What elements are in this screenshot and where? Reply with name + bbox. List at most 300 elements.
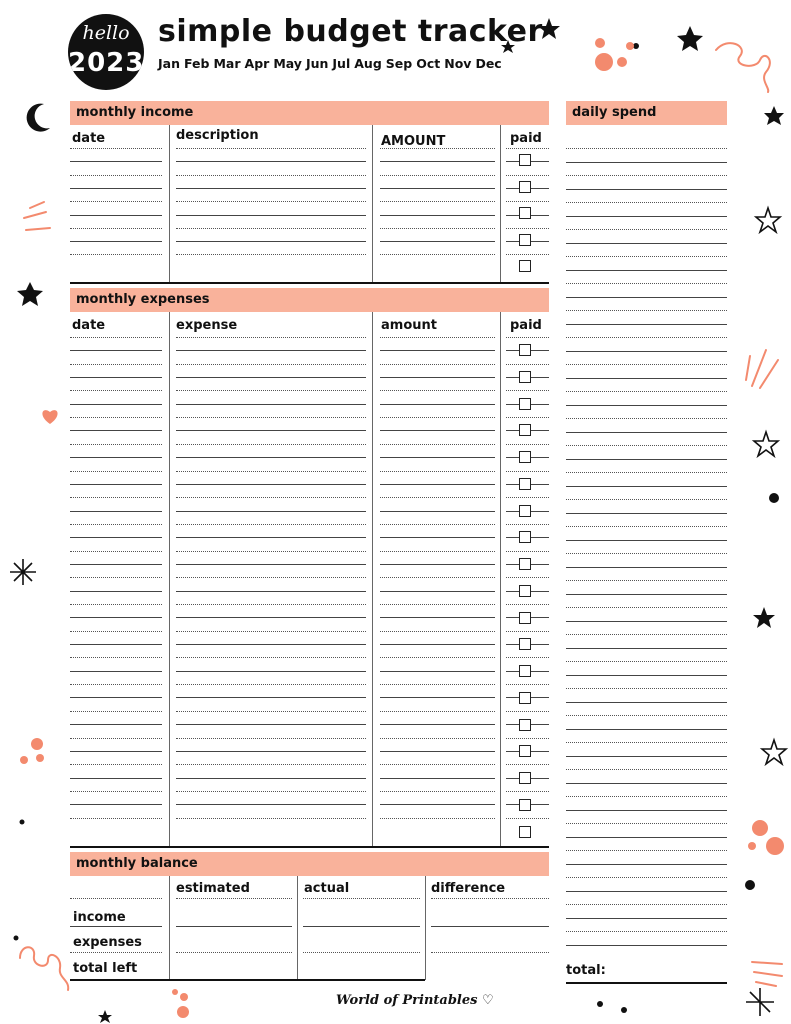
expense-line xyxy=(70,364,162,365)
logo-line-1: hello xyxy=(82,22,130,44)
income-line xyxy=(380,175,495,176)
expense-line xyxy=(380,430,495,431)
expense-line xyxy=(70,337,162,338)
expense-line xyxy=(70,697,162,698)
expense-line xyxy=(176,551,366,552)
daily-spend-line xyxy=(566,540,727,541)
expense-paid-line xyxy=(506,551,549,552)
expense-line xyxy=(70,778,162,779)
expense-line xyxy=(70,764,162,765)
expense-paid-line xyxy=(506,471,549,472)
daily-spend-line xyxy=(566,256,727,257)
daily-spend-line xyxy=(566,742,727,743)
expenses-divider xyxy=(372,312,373,847)
expense-line xyxy=(70,484,162,485)
expense-line xyxy=(380,778,495,779)
expense-line xyxy=(176,738,366,739)
daily-spend-line xyxy=(566,864,727,865)
daily-spend-line xyxy=(566,445,727,446)
logo-line-2: 2023 xyxy=(68,48,144,78)
expense-line xyxy=(176,471,366,472)
expense-line xyxy=(176,337,366,338)
daily-spend-line xyxy=(566,432,727,433)
daily-total-rule xyxy=(566,982,727,984)
expense-line xyxy=(176,711,366,712)
expense-paid-checkbox[interactable] xyxy=(519,424,531,436)
expense-paid-checkbox[interactable] xyxy=(519,558,531,570)
expense-line xyxy=(380,697,495,698)
expense-line xyxy=(70,471,162,472)
month-apr: Apr xyxy=(244,56,270,71)
balance-line xyxy=(70,926,162,927)
expense-line xyxy=(70,537,162,538)
daily-spend-line xyxy=(566,310,727,311)
daily-spend-line xyxy=(566,324,727,325)
expense-line xyxy=(380,764,495,765)
expense-line xyxy=(380,564,495,565)
expense-paid-checkbox[interactable] xyxy=(519,505,531,517)
page-title: simple budget tracker xyxy=(158,14,543,49)
income-col-description: description xyxy=(176,128,259,143)
daily-spend-line xyxy=(566,283,727,284)
expense-paid-checkbox[interactable] xyxy=(519,531,531,543)
expense-line xyxy=(380,711,495,712)
expense-line xyxy=(380,644,495,645)
daily-spend-line xyxy=(566,391,727,392)
expense-line xyxy=(380,484,495,485)
balance-col-estimated: estimated xyxy=(176,881,250,896)
daily-spend-line xyxy=(566,526,727,527)
daily-spend-line xyxy=(566,607,727,608)
income-line xyxy=(176,241,366,242)
expense-line xyxy=(380,684,495,685)
income-line xyxy=(70,228,162,229)
balance-line xyxy=(70,898,162,899)
expense-line xyxy=(176,818,366,819)
expense-paid-checkbox[interactable] xyxy=(519,478,531,490)
daily-spend-line xyxy=(566,823,727,824)
daily-spend-line xyxy=(566,621,727,622)
expense-line xyxy=(176,577,366,578)
expense-paid-line xyxy=(506,577,549,578)
daily-spend-line xyxy=(566,553,727,554)
income-line xyxy=(176,228,366,229)
expense-line xyxy=(176,497,366,498)
daily-spend-line xyxy=(566,675,727,676)
month-oct: Oct xyxy=(416,56,441,71)
expense-line xyxy=(176,404,366,405)
month-nov: Nov xyxy=(444,56,472,71)
daily-spend-line xyxy=(566,580,727,581)
expense-line xyxy=(176,564,366,565)
expense-line xyxy=(176,724,366,725)
month-jan: Jan xyxy=(158,56,180,71)
expense-paid-line xyxy=(506,444,549,445)
expense-line xyxy=(70,604,162,605)
expense-line xyxy=(380,444,495,445)
expense-line xyxy=(70,684,162,685)
expense-line xyxy=(70,617,162,618)
expense-line xyxy=(70,631,162,632)
expense-paid-line xyxy=(506,711,549,712)
income-line xyxy=(70,161,162,162)
income-paid-checkbox[interactable] xyxy=(519,154,531,166)
balance-divider xyxy=(169,876,170,980)
expense-line xyxy=(380,337,495,338)
income-line xyxy=(176,254,366,255)
expense-paid-line xyxy=(506,738,549,739)
daily-spend-line xyxy=(566,364,727,365)
daily-spend-line xyxy=(566,405,727,406)
income-paid-line xyxy=(506,254,549,255)
balance-line xyxy=(303,926,420,927)
expense-line xyxy=(70,404,162,405)
expense-line xyxy=(70,671,162,672)
daily-spend-line xyxy=(566,891,727,892)
expense-line xyxy=(70,551,162,552)
brand-footer xyxy=(336,993,494,1008)
expense-line xyxy=(176,684,366,685)
daily-spend-line xyxy=(566,715,727,716)
expense-line xyxy=(380,350,495,351)
expense-paid-checkbox[interactable] xyxy=(519,344,531,356)
expenses-col-date: date xyxy=(72,318,106,333)
balance-divider xyxy=(425,876,426,980)
income-divider xyxy=(372,125,373,283)
expense-paid-line xyxy=(506,657,549,658)
expense-line xyxy=(176,537,366,538)
month-jun: Jun xyxy=(305,56,329,71)
expense-line xyxy=(176,657,366,658)
income-line xyxy=(70,241,162,242)
expense-line xyxy=(176,764,366,765)
daily-spend-line xyxy=(566,850,727,851)
balance-line xyxy=(176,898,292,899)
expense-paid-line xyxy=(506,684,549,685)
daily-spend-line xyxy=(566,270,727,271)
expense-paid-checkbox[interactable] xyxy=(519,665,531,677)
expense-line xyxy=(176,350,366,351)
expense-paid-line xyxy=(506,764,549,765)
expense-line xyxy=(70,577,162,578)
daily-spend-line xyxy=(566,945,727,946)
expense-paid-line xyxy=(506,337,549,338)
expense-paid-checkbox[interactable] xyxy=(519,692,531,704)
expense-paid-checkbox[interactable] xyxy=(519,612,531,624)
daily-spend-line xyxy=(566,337,727,338)
daily-spend-line xyxy=(566,918,727,919)
income-line xyxy=(380,228,495,229)
daily-spend-line xyxy=(566,378,727,379)
expense-paid-line xyxy=(506,417,549,418)
expense-line xyxy=(70,738,162,739)
expense-line xyxy=(176,377,366,378)
daily-spend-line xyxy=(566,810,727,811)
expense-line xyxy=(380,551,495,552)
expenses-divider xyxy=(169,312,170,847)
balance-line xyxy=(70,952,162,953)
month-sep: Sep xyxy=(385,56,413,71)
expense-paid-line xyxy=(506,604,549,605)
daily-spend-line xyxy=(566,513,727,514)
expense-line xyxy=(70,711,162,712)
income-line xyxy=(176,161,366,162)
expense-line xyxy=(380,631,495,632)
expense-paid-checkbox[interactable] xyxy=(519,638,531,650)
expense-line xyxy=(70,390,162,391)
balance-row-income: income xyxy=(73,910,126,925)
expense-paid-line xyxy=(506,497,549,498)
income-line xyxy=(380,215,495,216)
expense-paid-line xyxy=(506,390,549,391)
daily-spend-line xyxy=(566,499,727,500)
income-line xyxy=(380,161,495,162)
income-line xyxy=(70,215,162,216)
expenses-divider xyxy=(500,312,501,847)
expense-line xyxy=(380,724,495,725)
expense-paid-line xyxy=(506,631,549,632)
expense-line xyxy=(70,430,162,431)
expense-line xyxy=(380,738,495,739)
daily-spend-line xyxy=(566,486,727,487)
expense-line xyxy=(176,484,366,485)
expense-line xyxy=(176,457,366,458)
daily-spend-line xyxy=(566,756,727,757)
expense-line xyxy=(176,671,366,672)
income-line xyxy=(176,188,366,189)
expense-paid-line xyxy=(506,818,549,819)
income-line xyxy=(380,188,495,189)
expense-line xyxy=(176,390,366,391)
month-may: May xyxy=(273,56,302,71)
daily-spend-line xyxy=(566,243,727,244)
expense-paid-checkbox[interactable] xyxy=(519,719,531,731)
expense-line xyxy=(70,751,162,752)
income-paid-line xyxy=(506,175,549,176)
income-line xyxy=(380,254,495,255)
daily-spend-line xyxy=(566,931,727,932)
expense-line xyxy=(380,537,495,538)
expense-line xyxy=(380,471,495,472)
expense-line xyxy=(380,390,495,391)
expense-line xyxy=(70,724,162,725)
month-mar: Mar xyxy=(213,56,241,71)
expense-line xyxy=(70,591,162,592)
income-paid-checkbox[interactable] xyxy=(519,234,531,246)
expense-line xyxy=(176,591,366,592)
income-paid-line xyxy=(506,201,549,202)
balance-col-difference: difference xyxy=(431,881,506,896)
expense-line xyxy=(176,444,366,445)
expense-line xyxy=(176,751,366,752)
heart-icon: ♡ xyxy=(482,993,494,1008)
balance-line xyxy=(431,926,549,927)
expense-line xyxy=(380,417,495,418)
daily-spend-line xyxy=(566,594,727,595)
daily-spend-line xyxy=(566,769,727,770)
expense-line xyxy=(380,604,495,605)
income-line xyxy=(70,201,162,202)
daily-spend-line xyxy=(566,229,727,230)
expense-line xyxy=(70,791,162,792)
expense-line xyxy=(380,364,495,365)
income-paid-checkbox[interactable] xyxy=(519,181,531,193)
balance-line xyxy=(431,952,549,953)
daily-spend-line xyxy=(566,472,727,473)
expense-line xyxy=(70,444,162,445)
income-line xyxy=(380,241,495,242)
balance-line xyxy=(176,952,292,953)
daily-spend-line xyxy=(566,796,727,797)
expense-line xyxy=(70,377,162,378)
expense-line xyxy=(176,417,366,418)
income-line xyxy=(380,201,495,202)
daily-spend-line xyxy=(566,634,727,635)
balance-row-total-left: total left xyxy=(73,961,138,976)
expense-paid-line xyxy=(506,524,549,525)
expense-line xyxy=(70,657,162,658)
balance-bottom-rule xyxy=(70,979,425,981)
balance-line xyxy=(303,898,420,899)
balance-line xyxy=(176,926,292,927)
expense-paid-checkbox[interactable] xyxy=(519,585,531,597)
expense-paid-checkbox[interactable] xyxy=(519,398,531,410)
income-col-amount: AMOUNT xyxy=(381,134,446,149)
balance-divider xyxy=(297,876,298,980)
balance-row-expenses: expenses xyxy=(73,935,142,950)
expense-line xyxy=(70,511,162,512)
daily-spend-line xyxy=(566,189,727,190)
expense-line xyxy=(70,350,162,351)
expense-line xyxy=(380,577,495,578)
daily-spend-line xyxy=(566,216,727,217)
expense-line xyxy=(176,804,366,805)
balance-col-actual: actual xyxy=(304,881,350,896)
month-aug: Aug xyxy=(354,56,382,71)
daily-spend-line xyxy=(566,783,727,784)
brand-name: World of Printables xyxy=(336,993,478,1008)
expense-line xyxy=(380,804,495,805)
income-line xyxy=(176,175,366,176)
expense-line xyxy=(380,751,495,752)
balance-line xyxy=(431,898,549,899)
income-paid-line xyxy=(506,148,549,149)
expense-line xyxy=(70,457,162,458)
expense-line xyxy=(380,617,495,618)
expense-line xyxy=(380,497,495,498)
daily-spend-line xyxy=(566,567,727,568)
daily-spend-line xyxy=(566,661,727,662)
income-paid-checkbox[interactable] xyxy=(519,207,531,219)
expense-line xyxy=(380,791,495,792)
expense-line xyxy=(380,404,495,405)
expense-line xyxy=(380,377,495,378)
income-line xyxy=(176,148,366,149)
income-line xyxy=(70,175,162,176)
daily-spend-line xyxy=(566,729,727,730)
expense-line xyxy=(176,644,366,645)
income-col-date: date xyxy=(72,131,106,146)
income-line xyxy=(70,148,162,149)
daily-spend-line xyxy=(566,418,727,419)
expense-line xyxy=(70,564,162,565)
expenses-col-expense: expense xyxy=(176,318,238,333)
balance-heading: monthly balance xyxy=(70,852,549,876)
expenses-bottom-rule xyxy=(70,846,549,848)
expense-paid-checkbox[interactable] xyxy=(519,826,531,838)
expense-paid-checkbox[interactable] xyxy=(519,772,531,784)
expense-line xyxy=(70,818,162,819)
expense-paid-checkbox[interactable] xyxy=(519,745,531,757)
daily-spend-line xyxy=(566,904,727,905)
income-line xyxy=(176,201,366,202)
daily-total-label: total: xyxy=(566,963,606,978)
expense-line xyxy=(380,591,495,592)
income-line xyxy=(176,215,366,216)
expense-line xyxy=(70,497,162,498)
expense-paid-checkbox[interactable] xyxy=(519,371,531,383)
daily-spend-line xyxy=(566,688,727,689)
expenses-col-amount: amount xyxy=(381,318,437,333)
income-paid-checkbox[interactable] xyxy=(519,260,531,272)
daily-spend-line xyxy=(566,162,727,163)
income-line xyxy=(70,254,162,255)
expenses-heading: monthly expenses xyxy=(70,288,549,312)
expense-line xyxy=(380,457,495,458)
daily-spend-line xyxy=(566,837,727,838)
expense-paid-checkbox[interactable] xyxy=(519,799,531,811)
expense-line xyxy=(176,631,366,632)
expenses-col-paid: paid xyxy=(510,318,542,333)
daily-spend-line xyxy=(566,148,727,149)
daily-spend-line xyxy=(566,351,727,352)
daily-spend-line xyxy=(566,202,727,203)
month-jul: Jul xyxy=(332,56,351,71)
income-heading: monthly income xyxy=(70,101,549,125)
expense-paid-checkbox[interactable] xyxy=(519,451,531,463)
income-paid-line xyxy=(506,228,549,229)
expense-line xyxy=(70,417,162,418)
expense-line xyxy=(176,617,366,618)
daily-spend-line xyxy=(566,648,727,649)
expense-paid-line xyxy=(506,364,549,365)
income-col-paid: paid xyxy=(510,131,542,146)
income-bottom-rule xyxy=(70,282,549,284)
balance-line xyxy=(303,952,420,953)
month-feb: Feb xyxy=(184,56,210,71)
daily-spend-line xyxy=(566,877,727,878)
expense-line xyxy=(380,524,495,525)
expense-line xyxy=(176,511,366,512)
daily-spend-heading: daily spend xyxy=(566,101,727,125)
expense-line xyxy=(380,511,495,512)
income-divider xyxy=(500,125,501,283)
expense-line xyxy=(380,818,495,819)
expense-line xyxy=(380,671,495,672)
expense-line xyxy=(176,524,366,525)
expense-paid-line xyxy=(506,791,549,792)
daily-spend-line xyxy=(566,459,727,460)
expense-line xyxy=(70,804,162,805)
expense-line xyxy=(176,430,366,431)
month-dec: Dec xyxy=(475,56,502,71)
expense-line xyxy=(70,644,162,645)
expense-line xyxy=(176,697,366,698)
expense-line xyxy=(176,364,366,365)
expense-line xyxy=(176,604,366,605)
expense-line xyxy=(176,791,366,792)
income-divider xyxy=(169,125,170,283)
